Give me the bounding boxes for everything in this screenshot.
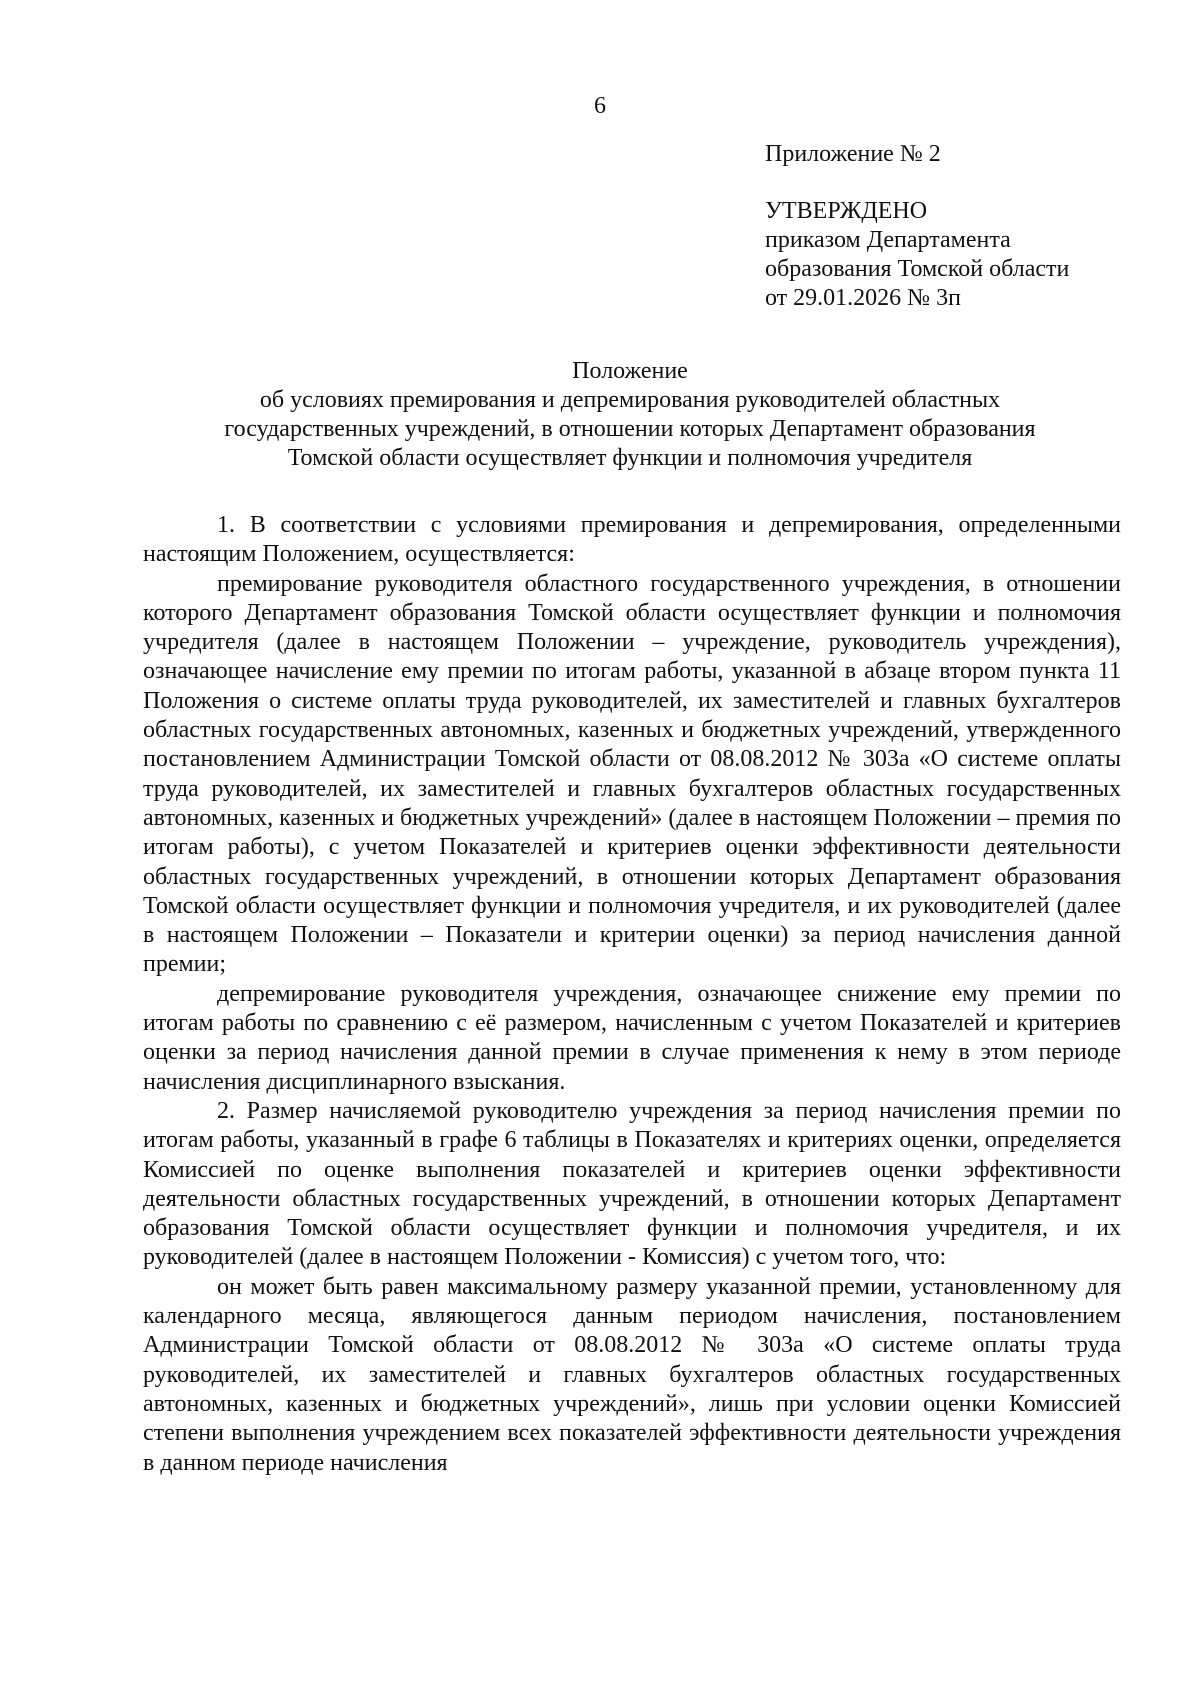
paragraph: 2. Размер начисляемой руководителю учреждения за период начисления премии по итогам работы, указанный в графе 6 таблицы в Показателях и критериях оценки, определяется Комиссией по оценке выполнения показателей и критериев оценки эффективности деятельности областных государственных учреждений, в отношении которых Департамент образования Томской области осуществляет функции и полномочия учредителя, и их руководителей (далее в настоящем Положении - Комиссия) с учетом того, что: — [143, 1097, 1121, 1271]
approved-stamp-text: УТВЕРЖДЕНО — [765, 198, 928, 224]
paragraph: он может быть равен максимальному размеру указанной премии, установленному для календарного месяца, являющегося данным периодом начисления, постановлением Администрации Томской области от 08.08.2012 № 303а «О системе оплаты труда руководителей, их заместителей и главных бухгалтеров областных государственных автономных, казенных и бюджетных учреждений», лишь при условии оценки Комиссией степени выполнения учреждением всех показателей эффективности деятельности учреждения в данном периоде начисления — [143, 1273, 1121, 1476]
approval-line-2: образования Томской области — [765, 256, 1070, 282]
title-heading: Положение — [572, 358, 688, 384]
document-title — [140, 357, 1120, 473]
title-line-2: государственных учреждений, в отношении которых Департамент образования — [224, 416, 1036, 442]
document-body — [143, 511, 1121, 1478]
approval-block — [765, 140, 1165, 313]
page-number: 6 — [594, 93, 606, 119]
title-line-1: об условиях премирования и депремирования руководителей областных — [259, 387, 1001, 413]
approval-line-3: от 29.01.2026 № 3п — [765, 285, 961, 311]
annex-label: Приложение № 2 — [765, 141, 941, 167]
paragraph: 1. В соответствии с условиями премирования и депремирования, определенными настоящим Положением, осуществляется: — [143, 512, 1121, 568]
approval-line-1: приказом Департамента — [765, 227, 1011, 253]
paragraph: премирование руководителя областного государственного учреждения, в отношении которого Департамент образования Томской области осуществляет функции и полномочия учредителя (далее в настоящем Положении – учреждение, руководитель учреждения), означающее начисление ему премии по итогам работы, указанной в абзаце втором пункта 11 Положения о системе оплаты труда руководителей, их заместителей и главных бухгалтеров областных государственных автономных, казенных и бюджетных учреждений, утвержденного постановлением Администрации Томской области от 08.08.2012 № 303а «О системе оплаты труда руководителей, их заместителей и главных бухгалтеров областных государственных автономных, казенных и бюджетных учреждений» (далее в настоящем Положении – премия по итогам работы), с учетом Показателей и критериев оценки эффективности деятельности областных государственных учреждений, в отношении которых Департамент образования Томской области осуществляет функции и полномочия учредителя, и их руководителей (далее в настоящем Положении – Показатели и критерии оценки) за период начисления данной премии; — [143, 570, 1121, 978]
title-line-3: Томской области осуществляет функции и полномочия учредителя — [287, 445, 973, 471]
paragraph: депремирование руководителя учреждения, означающее снижение ему премии по итогам работы по сравнению с её размером, начисленным с учетом Показателей и критериев оценки за период начисления данной премии в случае применения к нему в этом периоде начисления дисциплинарного взыскания. — [143, 980, 1121, 1095]
